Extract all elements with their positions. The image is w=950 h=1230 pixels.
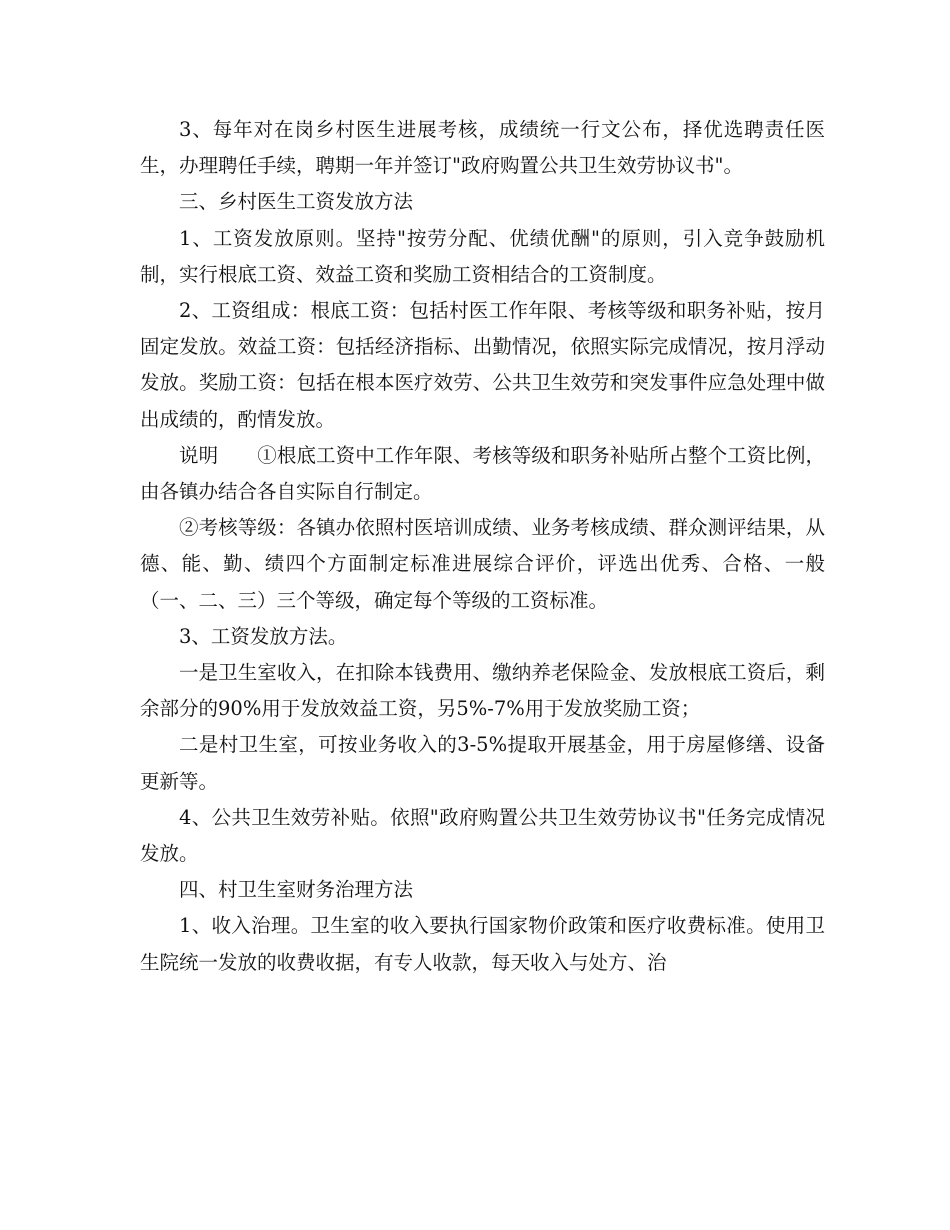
document-body bbox=[140, 112, 825, 981]
paragraph-salary-composition: 2、工资组成：根底工资：包括村医工作年限、考核等级和职务补贴，按月固定发放。效益工资：包括经济指标、出勤情况，依照实际完成情况，按月浮动发放。奖励工资：包括在根本医疗效劳、公共卫生效劳和突发事件应急处理中做出成绩的，酌情发放。 bbox=[140, 299, 825, 431]
paragraph-salary-principle: 1、工资发放原则。坚持"按劳分配、优绩优酬"的原则，引入竞争鼓励机制，实行根底工资、效益工资和奖励工资相结合的工资制度。 bbox=[140, 226, 825, 286]
paragraph-income-management: 1、收入治理。卫生室的收入要执行国家物价政策和医疗收费标准。使用卫生院统一发放的收费收据，有专人收款，每天收入与处方、治 bbox=[140, 914, 825, 974]
paragraph-note-one: 说明 ①根底工资中工作年限、考核等级和职务补贴所占整个工资比例，由各镇办结合各自实际自行制定。 bbox=[140, 443, 825, 504]
paragraph-note-two: ②考核等级：各镇办依照村医培训成绩、业务考核成绩、群众测评结果，从德、能、勤、绩四个方面制定标准进展综合评价，评选出优秀、合格、一般（一、二、三）三个等级，确定每个等级的工资标准。 bbox=[140, 516, 825, 612]
paragraph-public-health-subsidy: 4、公共卫生效劳补贴。依照"政府购置公共卫生效劳协议书"任务完成情况发放。 bbox=[140, 805, 825, 866]
section-heading-finance-management: 四、村卫生室财务治理方法 bbox=[179, 878, 414, 902]
paragraph-clinic-income: 一是卫生室收入，在扣除本钱费用、缴纳养老保险金、发放根底工资后，剩余部分的90%用于发放效益工资，另5%-7%用于发放奖励工资； bbox=[140, 661, 825, 721]
section-heading-salary-method: 三、乡村医生工资发放方法 bbox=[179, 190, 414, 214]
subheading-salary-payment: 3、工资发放方法。 bbox=[179, 624, 348, 648]
paragraph-development-fund: 二是村卫生室，可按业务收入的3-5%提取开展基金，用于房屋修缮、设备更新等。 bbox=[140, 733, 825, 793]
paragraph-annual-assessment: 3、每年对在岗乡村医生进展考核，成绩统一行文公布，择优选聘责任医生，办理聘任手续，聘期一年并签订"政府购置公共卫生效劳协议书"。 bbox=[140, 118, 825, 178]
